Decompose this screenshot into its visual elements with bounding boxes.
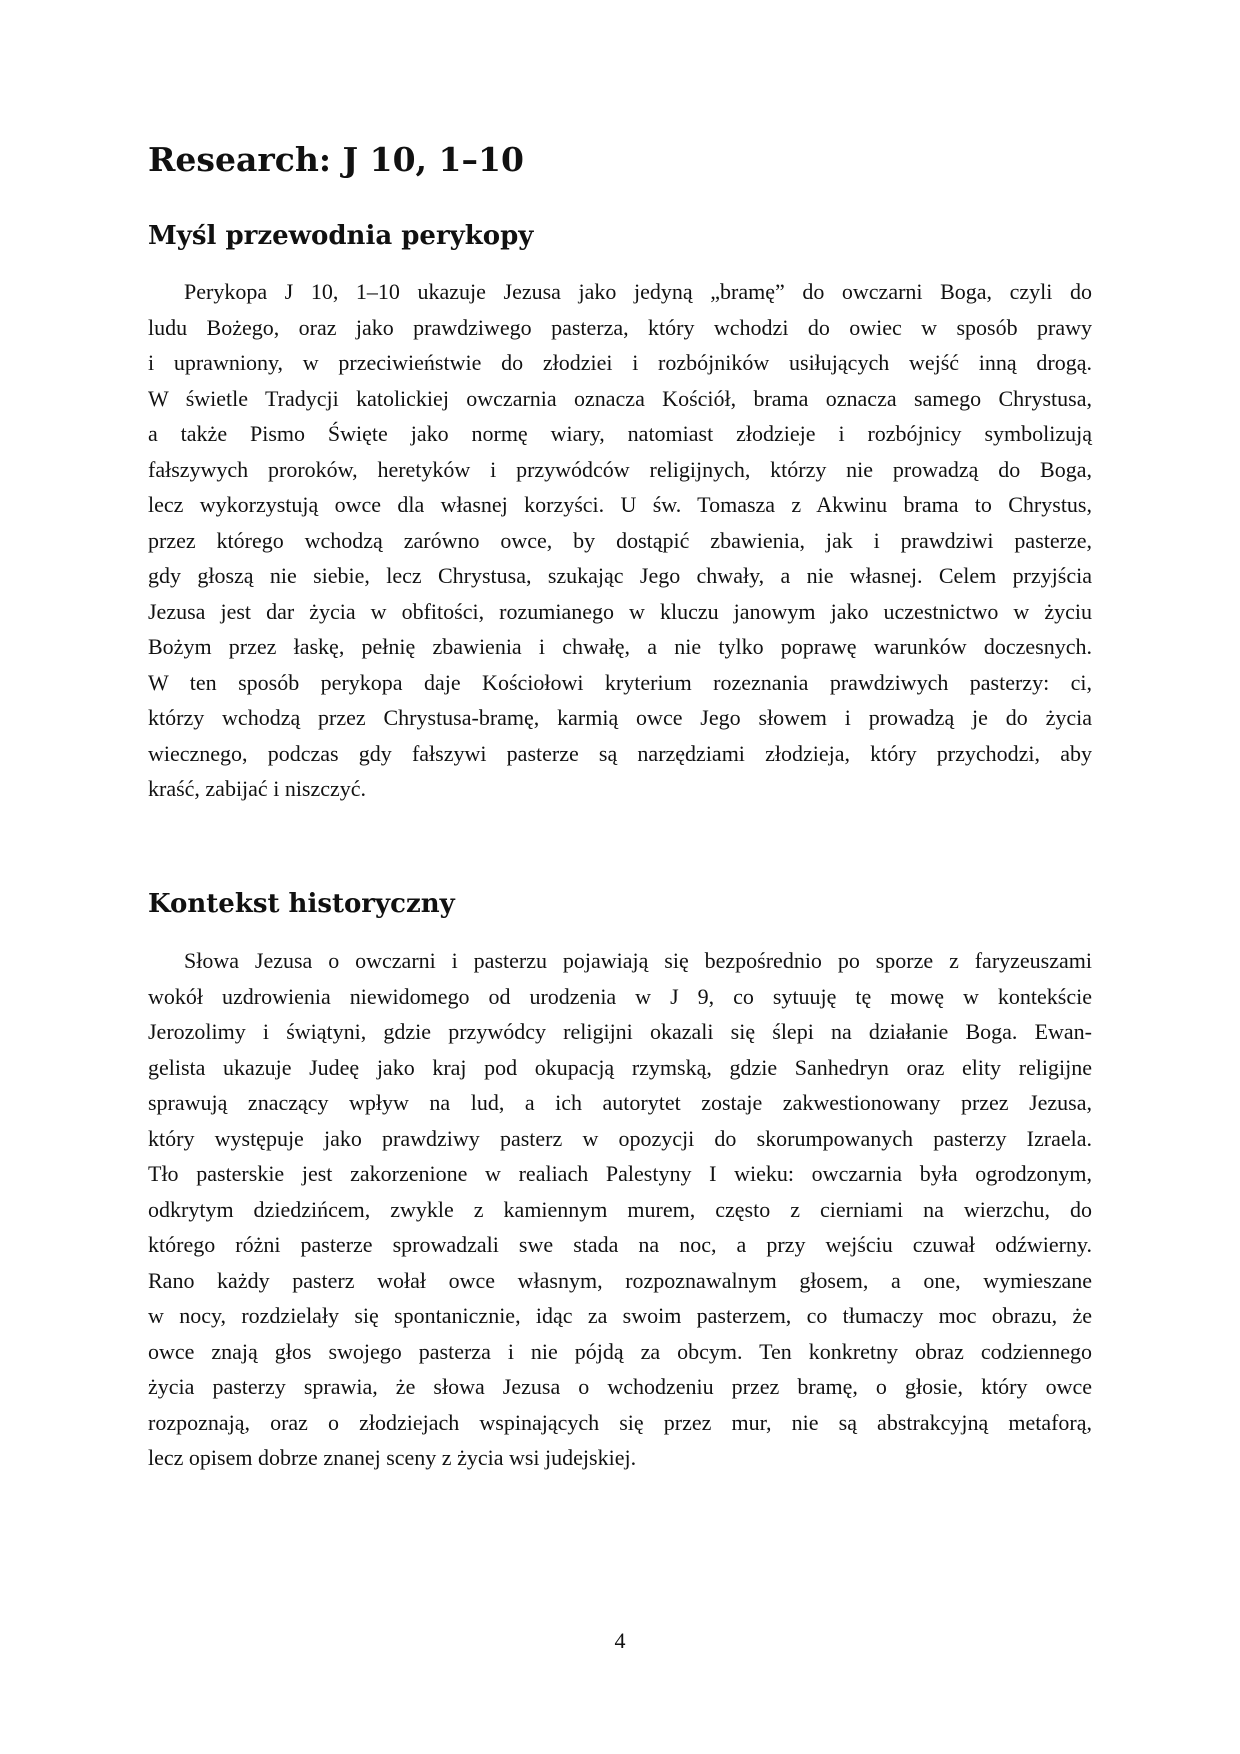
text-line: życia pasterzy sprawia, że słowa Jezusa o wchodzeniu przez bramę, o głosie, który owce bbox=[148, 1374, 1092, 1399]
section-heading-kontekst-historyczny: Kontekst historyczny bbox=[148, 889, 455, 919]
text-line: sprawują znaczący wpływ na lud, a ich autorytet zostaje zakwestionowany przez Jezusa, bbox=[148, 1090, 1092, 1115]
text-line: odkrytym dziedzińcem, zwykle z kamiennym murem, często z cierniami na wierzchu, do bbox=[148, 1196, 1092, 1222]
text-line: owce znają głos swojego pasterza i nie pójdą za obcym. Ten konkretny obraz codziennego bbox=[148, 1338, 1092, 1364]
text-line: Bożym przez łaskę, pełnię zbawienia i chwałę, a nie tylko poprawę warunków doczesnych. bbox=[148, 634, 1092, 659]
text-line: wokół uzdrowienia niewidomego od urodzenia w J 9, co sytuuję tę mowę w kontekście bbox=[148, 983, 1092, 1009]
text-line: lecz wykorzystują owce dla własnej korzyści. U św. Tomasza z Akwinu brama to Chrystus, bbox=[148, 492, 1092, 517]
text-line: W ten sposób perykopa daje Kościołowi kryterium rozeznania prawdziwych pasterzy: ci, bbox=[148, 669, 1092, 695]
text-line: i uprawniony, w przeciwieństwie do złodziei i rozbójników usiłujących wejść inną drogą. bbox=[148, 350, 1092, 375]
text-line: ludu Bożego, oraz jako prawdziwego pasterza, który wchodzi do owiec w sposób prawy bbox=[148, 314, 1092, 340]
text-line: którzy wchodzą przez Chrystusa-bramę, karmią owce Jego słowem i prowadzą je do życia bbox=[148, 705, 1092, 730]
text-line: fałszywych proroków, heretyków i przywódców religijnych, którzy nie prowadzą do Boga, bbox=[148, 456, 1092, 482]
text-line: który występuje jako prawdziwy pasterz w opozycji do skorumpowanych pasterzy Izraela. bbox=[148, 1125, 1092, 1151]
paragraph-mysl-przewodnia bbox=[148, 274, 1092, 807]
text-line: W świetle Tradycji katolickiej owczarnia oznacza Kościół, brama oznacza samego Chrystusa, bbox=[148, 385, 1092, 411]
text-line: którego różni pasterze sprowadzali swe stada na noc, a przy wejściu czuwał odźwierny. bbox=[148, 1232, 1092, 1257]
page-title: Research: J 10, 1–10 bbox=[148, 140, 524, 179]
text-line: Jezusa jest dar życia w obfitości, rozumianego w kluczu janowym jako uczestnictwo w życiu bbox=[148, 598, 1092, 624]
page-number: 4 bbox=[614, 1628, 626, 1653]
text-line: w nocy, rozdzielały się spontanicznie, idąc za swoim pasterzem, co tłumaczy moc obrazu, że bbox=[148, 1303, 1092, 1328]
text-line: przez którego wchodzą zarówno owce, by dostąpić zbawienia, jak i prawdziwi pasterze, bbox=[148, 527, 1092, 553]
text-line: lecz opisem dobrze znanej sceny z życia wsi judejskiej. bbox=[148, 1445, 637, 1470]
text-line: gelista ukazuje Judeę jako kraj pod okupacją rzymską, gdzie Sanhedryn oraz elity religijne bbox=[148, 1054, 1092, 1080]
text-line: kraść, zabijać i niszczyć. bbox=[148, 776, 367, 801]
text-line: wiecznego, podczas gdy fałszywi pasterze są narzędziami złodzieja, który przychodzi, aby bbox=[148, 740, 1092, 766]
text-line: Jerozolimy i świątyni, gdzie przywódcy religijni okazali się ślepi na działanie Boga. Ewan- bbox=[148, 1019, 1092, 1044]
text-line: gdy głoszą nie siebie, lecz Chrystusa, szukając Jego chwały, a nie własnej. Celem przyjścia bbox=[148, 563, 1092, 588]
text-line: Tło pasterskie jest zakorzenione w realiach Palestyny I wieku: owczarnia była ogrodzonym, bbox=[148, 1161, 1092, 1186]
text-line: Słowa Jezusa o owczarni i pasterzu pojawiają się bezpośrednio po sporze z faryzeuszami bbox=[184, 948, 1092, 973]
text-line: rozpoznają, oraz o złodziejach wspinających się przez mur, nie są abstrakcyjną metaforą, bbox=[148, 1409, 1092, 1435]
text-line: a także Pismo Święte jako normę wiary, natomiast złodzieje i rozbójnicy symbolizują bbox=[148, 421, 1092, 446]
text-line: Perykopa J 10, 1–10 ukazuje Jezusa jako jedyną „bramę” do owczarni Boga, czyli do bbox=[184, 279, 1092, 304]
section-heading-mysl-przewodnia: Myśl przewodnia perykopy bbox=[148, 221, 534, 251]
paragraph-kontekst-historyczny bbox=[148, 943, 1092, 1476]
text-line: Rano każdy pasterz wołał owce własnym, rozpoznawalnym głosem, a one, wymieszane bbox=[148, 1267, 1092, 1293]
